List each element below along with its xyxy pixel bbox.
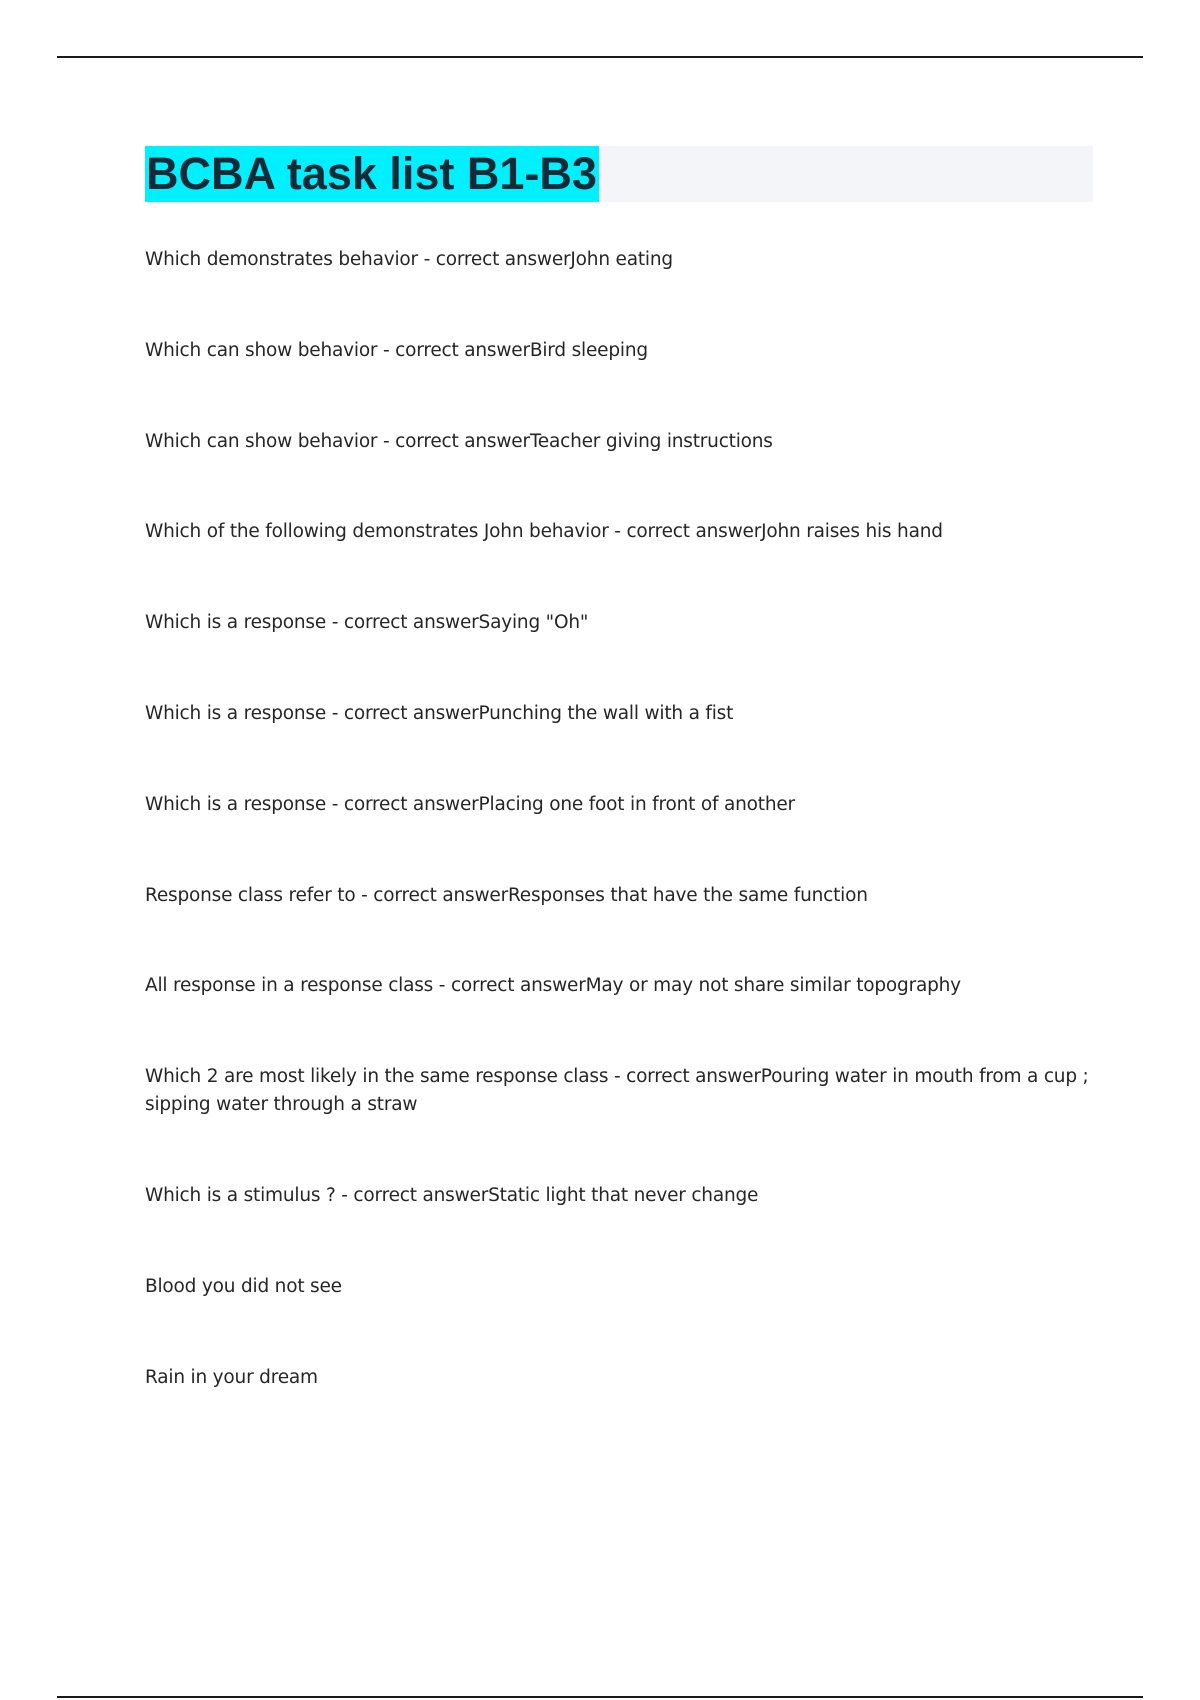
list-item: Which is a response - correct answerPunching the wall with a fist	[145, 703, 734, 724]
list-item: All response in a response class - correct answerMay or may not share similar topography	[145, 975, 961, 996]
list-item: Which is a response - correct answerPlacing one foot in front of another	[145, 794, 795, 815]
list-item: Response class refer to - correct answerResponses that have the same function	[145, 885, 868, 906]
list-item: Blood you did not see	[145, 1276, 342, 1297]
list-item: Which is a response - correct answerSaying "Oh"	[145, 612, 589, 633]
list-item: Which can show behavior - correct answerBird sleeping	[145, 340, 648, 361]
list-item: Which can show behavior - correct answerTeacher giving instructions	[145, 431, 773, 452]
list-item: Rain in your dream	[145, 1367, 318, 1388]
list-item: Which 2 are most likely in the same response class - correct answerPouring water in mouth from a cup ; sipping water through a straw	[145, 1066, 1089, 1115]
document-title: BCBA task list B1-B3	[145, 146, 599, 202]
top-rule	[57, 56, 1143, 58]
list-item: Which demonstrates behavior - correct answerJohn eating	[145, 249, 673, 270]
bottom-rule	[57, 1696, 1143, 1698]
list-item: Which of the following demonstrates John behavior - correct answerJohn raises his hand	[145, 521, 943, 542]
list-item: Which is a stimulus ? - correct answerStatic light that never change	[145, 1185, 759, 1206]
